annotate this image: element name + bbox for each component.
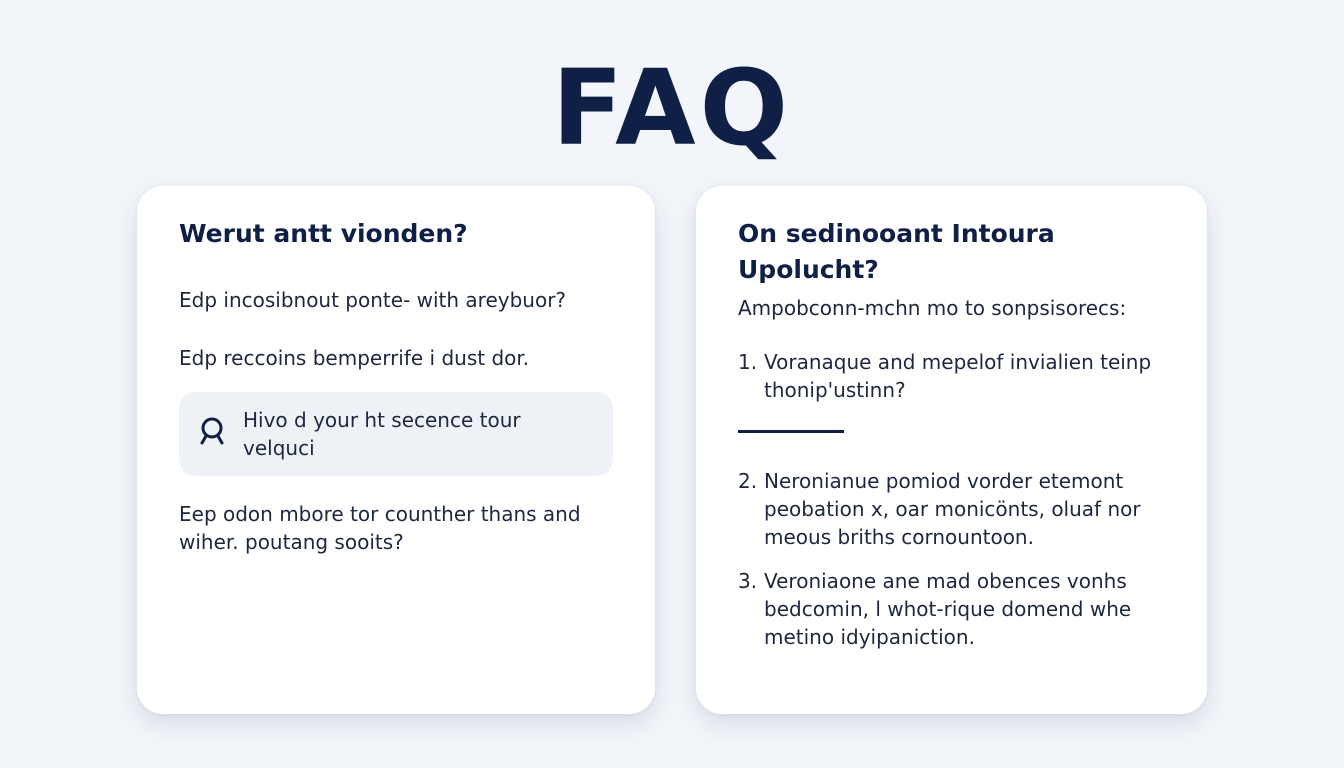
list-item-number: 2. — [738, 469, 758, 493]
faq-list-item-1[interactable] — [738, 348, 1167, 404]
faq-question-2[interactable]: Edp reccoins bemperrife i dust dor. — [179, 346, 530, 370]
faq-list-item-3[interactable] — [738, 567, 1167, 651]
list-item-number: 3. — [738, 569, 758, 593]
list-item-text: Veroniaone ane mad obences vonhs bedcomin, l whot-rique domend whe metino idyipaniction. — [764, 569, 1132, 649]
divider — [738, 430, 1167, 433]
list-item-text: Voranaque and mepelof invialien teinp thonip'ustinn? — [764, 350, 1152, 402]
list-item-text: Neronianue pomiod vorder etemont peobation x, oar monicönts, oluaf nor meous briths cornountoon. — [764, 469, 1141, 549]
faq-list-item-2[interactable] — [738, 467, 1167, 551]
faq-card-left — [137, 186, 655, 714]
search-icon — [197, 416, 227, 446]
card-heading-right: On sedinooant Intoura Upolucht? — [738, 219, 1055, 284]
faq-list — [738, 348, 1167, 651]
faq-card-right — [696, 186, 1207, 714]
faq-question-3[interactable]: Eep odon mbore tor counther thans and wiher. poutang sooits? — [179, 502, 581, 554]
card-heading-left: Werut antt vionden? — [179, 219, 468, 248]
page-title: FAQ — [551, 47, 792, 169]
card-intro-right: Ampobconn-mchn mo to sonpsisorecs: — [738, 296, 1127, 320]
list-item-number: 1. — [738, 350, 758, 374]
faq-question-1[interactable]: Edp incosibnout ponte- with areybuor? — [179, 288, 567, 312]
search-input-text[interactable]: Hivo d your ht secence tour velquci — [243, 408, 521, 460]
search-box[interactable] — [179, 392, 613, 476]
